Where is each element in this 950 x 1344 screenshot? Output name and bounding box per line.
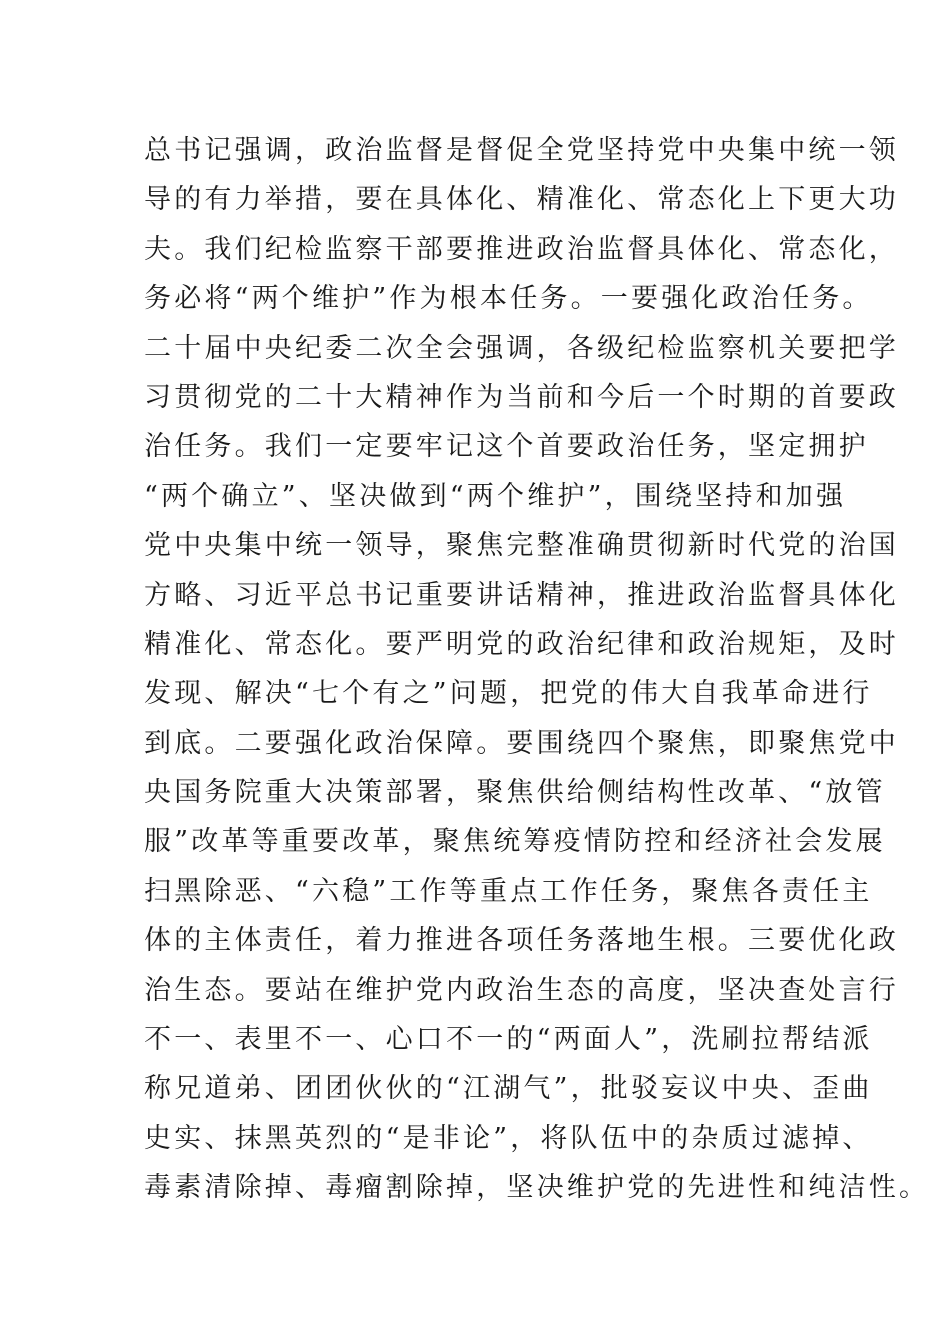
text-line: 精准化、常态化。要严明党的政治纪律和政治规矩，及时 [144, 628, 899, 660]
text-line: 二十届中央纪委二次全会强调，各级纪检监察机关要把学 [144, 332, 899, 364]
text-line: 务必将“两个维护”作为根本任务。一要强化政治任务。 [144, 283, 873, 315]
text-line: 夫。我们纪检监察干部要推进政治监督具体化、常态化， [144, 233, 899, 265]
body-text [144, 126, 930, 1213]
text-line: 服”改革等重要改革，聚焦统筹疫情防控和经济社会发展 [144, 826, 886, 858]
text-line: 发现、解决“七个有之”问题，把党的伟大自我革命进行 [144, 678, 873, 710]
text-line: 扫黑除恶、“六稳”工作等重点工作任务，聚焦各责任主 [144, 875, 873, 907]
text-line: 治生态。要站在维护党内政治生态的高度，坚决查处言行 [144, 974, 899, 1006]
text-line: 体的主体责任，着力推进各项任务落地生根。三要优化政 [144, 925, 899, 957]
text-line: 导的有力举措，要在具体化、精准化、常态化上下更大功 [144, 184, 899, 216]
text-line: 党中央集中统一领导，聚焦完整准确贯彻新时代党的治国 [144, 530, 899, 562]
text-line: 不一、表里不一、心口不一的“两面人”，洗刷拉帮结派 [144, 1024, 873, 1056]
text-line: 毒素清除掉、毒瘤割除掉，坚决维护党的先进性和纯洁性。 [144, 1172, 930, 1204]
text-line: 治任务。我们一定要牢记这个首要政治任务，坚定拥护 [144, 431, 869, 463]
text-line: 习贯彻党的二十大精神作为当前和今后一个时期的首要政 [144, 381, 899, 413]
text-line: 称兄道弟、团团伙伙的“江湖气”，批驳妄议中央、歪曲 [144, 1073, 873, 1105]
text-line: “两个确立”、坚决做到“两个维护”，围绕坚持和加强 [144, 480, 847, 512]
text-line: 总书记强调，政治监督是督促全党坚持党中央集中统一领 [144, 135, 899, 166]
text-line: 方略、习近平总书记重要讲话精神，推进政治监督具体化 [144, 579, 899, 611]
text-line: 史实、抹黑英烈的“是非论”，将队伍中的杂质过滤掉、 [144, 1122, 873, 1154]
text-line: 到底。二要强化政治保障。要围绕四个聚焦，即聚焦党中 [144, 727, 899, 759]
text-line: 央国务院重大决策部署，聚焦供给侧结构性改革、“放管 [144, 777, 886, 809]
